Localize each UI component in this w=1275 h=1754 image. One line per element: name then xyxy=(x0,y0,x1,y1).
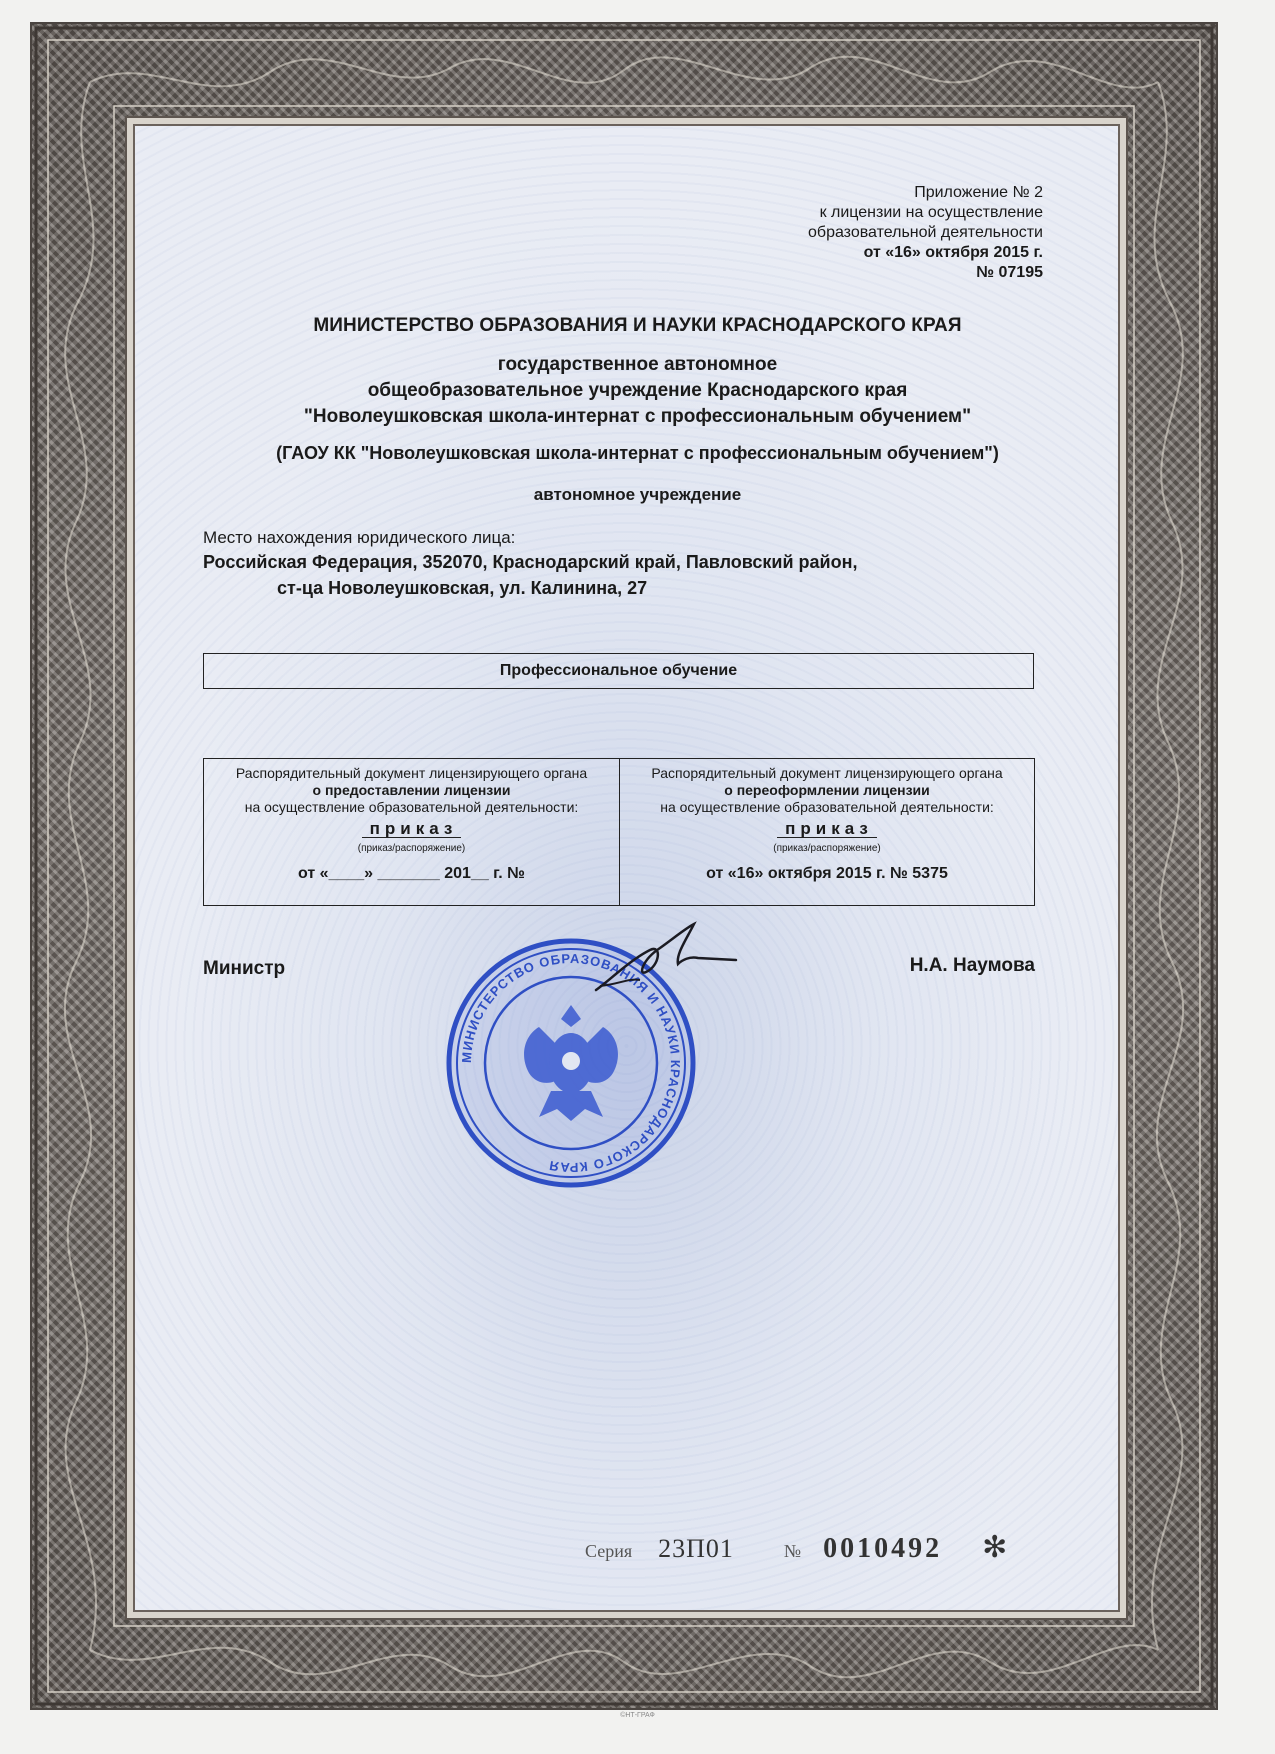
form-number: 0010492 xyxy=(823,1533,943,1564)
printer-mark: ©НТ-ГРАФ xyxy=(620,1712,655,1719)
organization-line: общеобразовательное учреждение Краснодарского края xyxy=(367,380,908,401)
address-label: Место нахождения юридического лица: xyxy=(203,528,516,547)
organization-line: "Новолеушковская школа-интернат с профессиональным обучением" xyxy=(303,406,972,427)
program-label: Профессиональное обучение xyxy=(499,662,738,679)
series-value: 23П01 xyxy=(658,1534,734,1563)
minister-signature xyxy=(590,920,740,1000)
issuing-authority: МИНИСТЕРСТВО ОБРАЗОВАНИЯ И НАУКИ КРАСНОДАРСКОГО КРАЯ xyxy=(313,315,962,336)
doc-description: Распорядительный документ лицензирующего органа xyxy=(651,765,1003,781)
asterisk-icon: ✻ xyxy=(982,1531,1008,1564)
doc-kind: приказ xyxy=(777,820,877,838)
doc-description: на осуществление образовательной деятельности: xyxy=(244,799,579,815)
address-line: ст-ца Новолеушковская, ул. Калинина, 27 xyxy=(277,578,648,598)
seal-text: МИНИСТЕРСТВО ОБРАЗОВАНИЯ И НАУКИ КРАСНОДАРСКОГО КРАЯ xyxy=(458,950,684,1176)
appendix-reference xyxy=(808,183,1043,283)
license-number: № 07195 xyxy=(976,264,1043,281)
appendix-number: Приложение № 2 xyxy=(914,184,1043,201)
organization-line: государственное автономное xyxy=(497,354,778,375)
form-series-number xyxy=(585,1530,1007,1565)
appendix-line: образовательной деятельности xyxy=(808,224,1043,241)
signatory-name: Н.А. Наумова xyxy=(909,955,1035,976)
doc-date: от «____» _______ 201__ г. № xyxy=(298,865,525,882)
doc-kind-hint: (приказ/распоряжение) xyxy=(773,843,881,854)
grant-order-cell xyxy=(204,759,619,905)
education-program xyxy=(203,653,1034,689)
organization-type: автономное учреждение xyxy=(533,485,742,504)
order-documents-table xyxy=(203,758,1035,906)
appendix-line: к лицензии на осуществление xyxy=(819,204,1043,221)
signatory-title: Министр xyxy=(203,958,286,979)
series-label: Серия xyxy=(585,1541,633,1561)
doc-kind-hint: (приказ/распоряжение) xyxy=(357,843,466,854)
doc-kind: приказ xyxy=(362,820,462,838)
doc-purpose: о предоставлении лицензии xyxy=(312,782,511,798)
number-label: № xyxy=(783,1541,802,1561)
doc-purpose: о переоформлении лицензии xyxy=(724,782,930,798)
organization-name xyxy=(0,352,1275,430)
doc-date: от «16» октября 2015 г. № 5375 xyxy=(706,865,948,882)
organization-abbreviation: (ГАОУ КК "Новолеушковская школа-интернат с профессиональным обучением") xyxy=(276,443,999,463)
doc-description: Распорядительный документ лицензирующего органа xyxy=(235,765,588,781)
doc-description: на осуществление образовательной деятельности: xyxy=(660,799,994,815)
license-date: от «16» октября 2015 г. xyxy=(863,244,1043,261)
address-line: Российская Федерация, 352070, Краснодарский край, Павловский район, xyxy=(203,552,858,572)
reissue-order-cell xyxy=(619,759,1034,905)
